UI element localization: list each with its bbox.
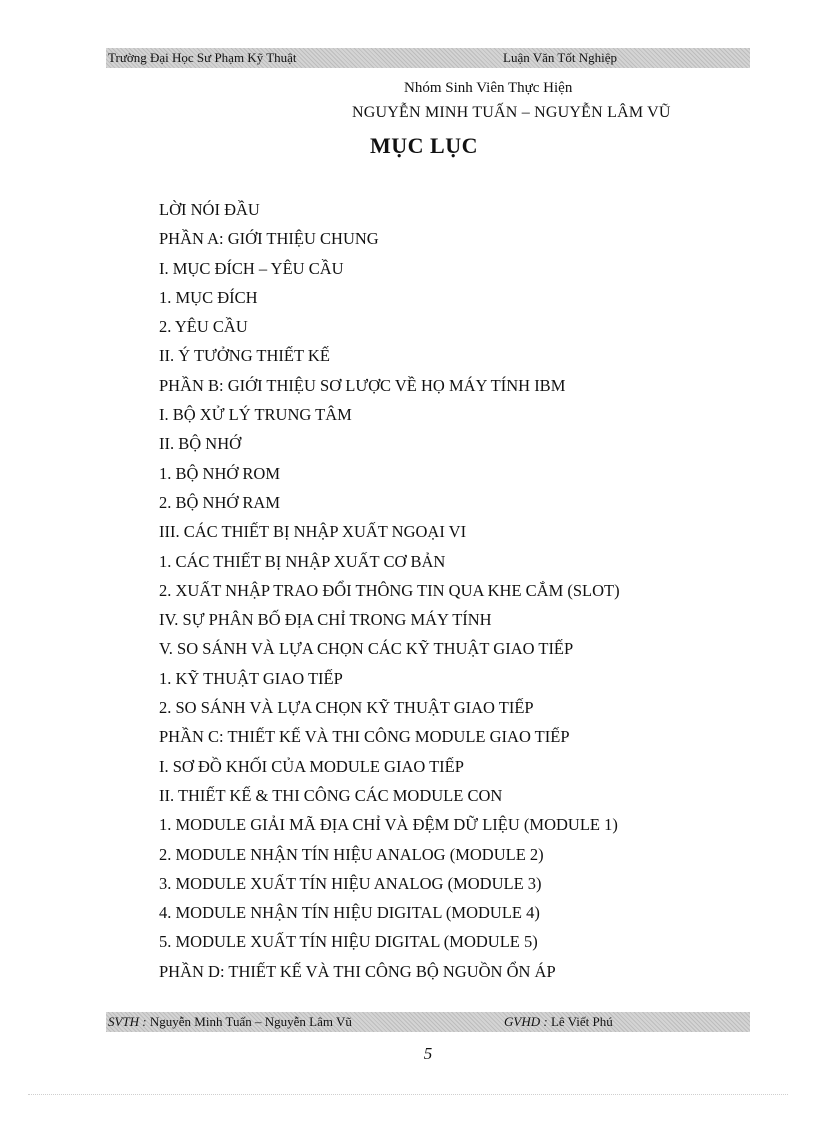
footer-gvhd-value: Lê Viết Phú (550, 1014, 613, 1029)
footer-svth-value: Nguyễn Minh Tuấn – Nguyễn Lâm Vũ (149, 1014, 352, 1029)
footer-svth-label: SVTH : (108, 1014, 147, 1029)
footer-gvhd-label: GVHD : (504, 1014, 548, 1029)
header-document-type: Luận Văn Tốt Nghiệp (503, 50, 617, 65)
page-number: 5 (423, 1044, 433, 1063)
toc-item: 4. MODULE NHẬN TÍN HIỆU DIGITAL (MODULE 4) (159, 903, 540, 923)
toc-item: II. BỘ NHỚ (159, 434, 242, 454)
page-footer (106, 1012, 750, 1032)
toc-item: 2. MODULE NHẬN TÍN HIỆU ANALOG (MODULE 2) (159, 844, 544, 864)
toc-item: 1. MỤC ĐÍCH (159, 287, 258, 307)
toc-item: 2. YÊU CẦU (159, 317, 248, 337)
toc-list (159, 199, 620, 990)
toc-title: MỤC LỤC (370, 133, 478, 158)
footer-advisor (504, 1012, 613, 1032)
toc-item: PHẦN A: GIỚI THIỆU CHUNG (159, 229, 379, 249)
toc-item: I. MỤC ĐÍCH – YÊU CẦU (159, 258, 344, 278)
toc-item: IV. SỰ PHÂN BỐ ĐỊA CHỈ TRONG MÁY TÍNH (159, 610, 492, 630)
toc-item: 1. BỘ NHỚ ROM (159, 463, 281, 483)
toc-item: 1. KỸ THUẬT GIAO TIẾP (159, 668, 343, 688)
toc-item: 1. MODULE GIẢI MÃ ĐỊA CHỈ VÀ ĐỆM DỮ LIỆU (MODULE 1) (159, 815, 618, 835)
toc-item: I. BỘ XỬ LÝ TRUNG TÂM (159, 405, 352, 425)
page-bottom-divider (28, 1094, 788, 1095)
page-header (106, 48, 750, 68)
toc-item: 2. XUẤT NHẬP TRAO ĐỔI THÔNG TIN QUA KHE CẮM (SLOT) (159, 580, 620, 600)
toc-item: 5. MODULE XUẤT TÍN HIỆU DIGITAL (MODULE 5) (159, 932, 538, 952)
toc-item: III. CÁC THIẾT BỊ NHẬP XUẤT NGOẠI VI (159, 522, 467, 542)
authors-label: Nhóm Sinh Viên Thực Hiện (404, 80, 573, 96)
authors-names: NGUYỄN MINH TUẤN – NGUYỄN LÂM VŨ (352, 104, 671, 121)
toc-item: PHẦN C: THIẾT KẾ VÀ THI CÔNG MODULE GIAO TIẾP (159, 727, 570, 747)
header-school-name: Trường Đại Học Sư Phạm Kỹ Thuật (108, 50, 297, 65)
toc-item: I. SƠ ĐỒ KHỐI CỦA MODULE GIAO TIẾP (159, 756, 464, 776)
toc-item: PHẦN D: THIẾT KẾ VÀ THI CÔNG BỘ NGUỒN ỔN ÁP (159, 961, 556, 981)
toc-item: II. THIẾT KẾ & THI CÔNG CÁC MODULE CON (159, 785, 503, 805)
toc-item: V. SO SÁNH VÀ LỰA CHỌN CÁC KỸ THUẬT GIAO TIẾP (159, 639, 574, 659)
toc-item: II. Ý TƯỞNG THIẾT KẾ (159, 346, 330, 366)
footer-students (108, 1012, 352, 1032)
toc-item: 1. CÁC THIẾT BỊ NHẬP XUẤT CƠ BẢN (159, 551, 446, 571)
toc-item: PHẦN B: GIỚI THIỆU SƠ LƯỢC VỀ HỌ MÁY TÍNH IBM (159, 375, 566, 395)
toc-item: 3. MODULE XUẤT TÍN HIỆU ANALOG (MODULE 3) (159, 873, 542, 893)
toc-item: 2. SO SÁNH VÀ LỰA CHỌN KỸ THUẬT GIAO TIẾP (159, 698, 534, 718)
toc-item: LỜI NÓI ĐẦU (159, 200, 260, 219)
toc-item: 2. BỘ NHỚ RAM (159, 492, 281, 512)
